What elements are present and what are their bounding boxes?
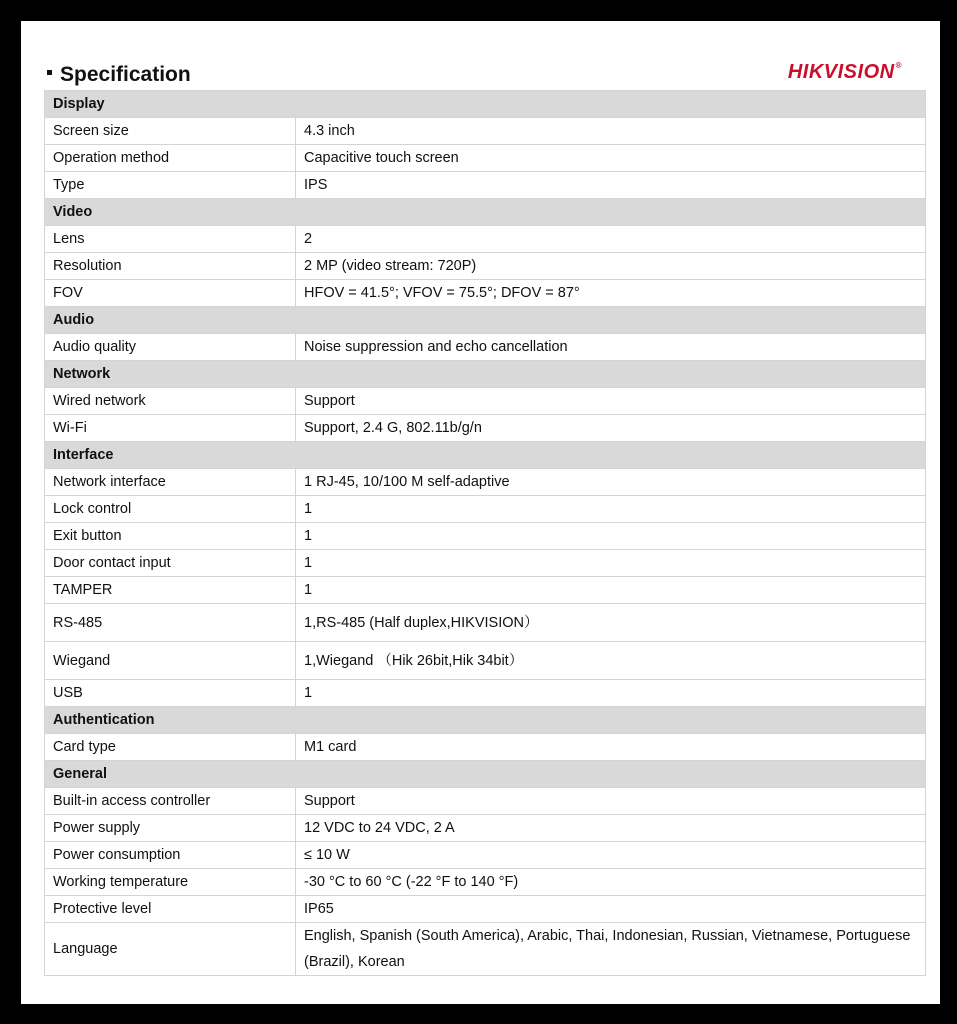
row-value: 12 VDC to 24 VDC, 2 A (296, 815, 926, 842)
table-row (45, 842, 926, 869)
table-row (45, 815, 926, 842)
row-label: Screen size (45, 118, 296, 145)
row-label: Door contact input (45, 550, 296, 577)
row-label: Network interface (45, 469, 296, 496)
row-label: Wiegand (45, 642, 296, 680)
row-label: Power supply (45, 815, 296, 842)
row-label: RS-485 (45, 604, 296, 642)
table-row (45, 604, 926, 642)
page-title-text: Specification (60, 63, 191, 86)
section-header (45, 361, 926, 388)
section-header (45, 199, 926, 226)
row-value: 1,RS-485 (Half duplex,HIKVISION） (296, 604, 926, 642)
table-row (45, 642, 926, 680)
row-value: Support (296, 388, 926, 415)
table-row (45, 280, 926, 307)
brand-logo (788, 61, 902, 84)
table-row (45, 896, 926, 923)
row-label: Lens (45, 226, 296, 253)
row-value: 1 (296, 577, 926, 604)
row-label: Lock control (45, 496, 296, 523)
row-value: IP65 (296, 896, 926, 923)
specification-table (44, 90, 926, 976)
row-value: HFOV = 41.5°; VFOV = 75.5°; DFOV = 87° (296, 280, 926, 307)
section-title: General (45, 761, 926, 788)
table-row (45, 145, 926, 172)
page-title (47, 63, 191, 87)
table-row (45, 869, 926, 896)
table-row (45, 172, 926, 199)
row-label: Language (45, 923, 296, 976)
brand-logo-text: HIKVISION (787, 61, 895, 83)
table-row (45, 415, 926, 442)
row-value: English, Spanish (South America), Arabic, Thai, Indonesian, Russian, Vietnamese, Portuguese (Brazil), Korean (296, 923, 926, 976)
row-label: Operation method (45, 145, 296, 172)
row-label: Audio quality (45, 334, 296, 361)
row-value: Support, 2.4 G, 802.11b/g/n (296, 415, 926, 442)
row-value: 1 (296, 496, 926, 523)
row-label: Built-in access controller (45, 788, 296, 815)
row-label: Resolution (45, 253, 296, 280)
row-value: Capacitive touch screen (296, 145, 926, 172)
row-value: 1 (296, 680, 926, 707)
row-value: 2 MP (video stream: 720P) (296, 253, 926, 280)
row-label: Type (45, 172, 296, 199)
section-header (45, 91, 926, 118)
row-value: 4.3 inch (296, 118, 926, 145)
bullet-icon (47, 70, 52, 75)
row-label: Wi-Fi (45, 415, 296, 442)
table-row (45, 388, 926, 415)
table-row (45, 680, 926, 707)
row-label: Card type (45, 734, 296, 761)
row-value: ≤ 10 W (296, 842, 926, 869)
section-title: Interface (45, 442, 926, 469)
row-value: M1 card (296, 734, 926, 761)
table-row (45, 334, 926, 361)
section-header (45, 707, 926, 734)
row-label: Protective level (45, 896, 296, 923)
section-header (45, 761, 926, 788)
table-row (45, 469, 926, 496)
table-row (45, 550, 926, 577)
row-label: USB (45, 680, 296, 707)
section-title: Video (45, 199, 926, 226)
row-label: TAMPER (45, 577, 296, 604)
row-value: 1 RJ-45, 10/100 M self-adaptive (296, 469, 926, 496)
table-row (45, 226, 926, 253)
section-title: Audio (45, 307, 926, 334)
table-row (45, 523, 926, 550)
table-row (45, 788, 926, 815)
section-title: Authentication (45, 707, 926, 734)
registered-mark: ® (895, 61, 902, 70)
section-title: Display (45, 91, 926, 118)
row-value: IPS (296, 172, 926, 199)
row-label: Power consumption (45, 842, 296, 869)
table-row (45, 923, 926, 976)
page-header (41, 61, 918, 91)
row-label: Working temperature (45, 869, 296, 896)
section-title: Network (45, 361, 926, 388)
row-value: 1,Wiegand （Hik 26bit,Hik 34bit） (296, 642, 926, 680)
row-label: Exit button (45, 523, 296, 550)
spec-sheet-page (21, 21, 940, 1004)
table-row (45, 577, 926, 604)
row-value: 2 (296, 226, 926, 253)
table-row (45, 734, 926, 761)
row-value: 1 (296, 523, 926, 550)
table-row (45, 253, 926, 280)
section-header (45, 442, 926, 469)
row-label: FOV (45, 280, 296, 307)
row-value: 1 (296, 550, 926, 577)
table-row (45, 118, 926, 145)
row-value: Noise suppression and echo cancellation (296, 334, 926, 361)
table-row (45, 496, 926, 523)
section-header (45, 307, 926, 334)
row-label: Wired network (45, 388, 296, 415)
row-value: Support (296, 788, 926, 815)
row-value: -30 °C to 60 °C (-22 °F to 140 °F) (296, 869, 926, 896)
